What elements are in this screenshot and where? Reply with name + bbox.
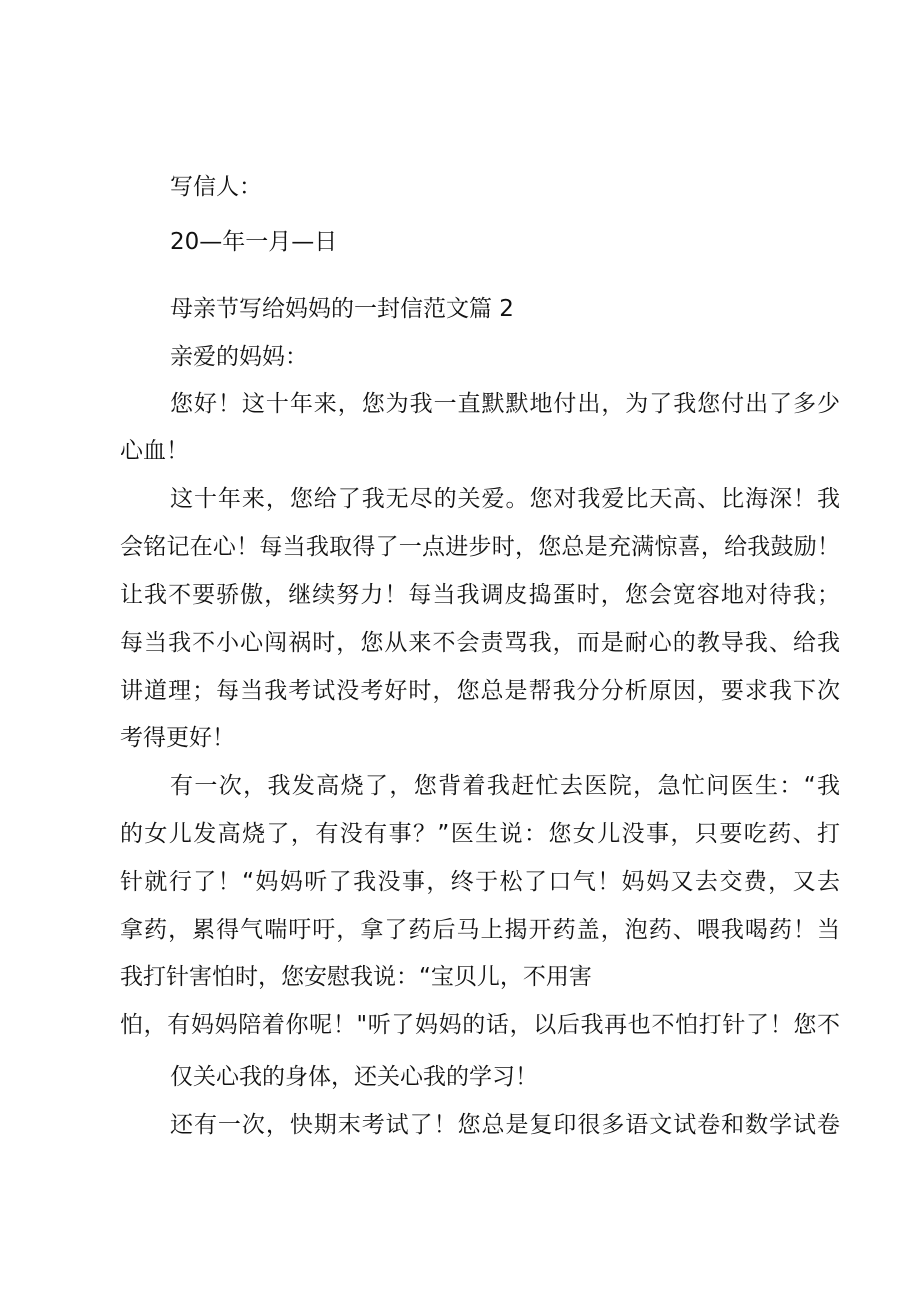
body-line: 考得更好！ bbox=[120, 725, 235, 751]
body-line: 会铭记在心！每当我取得了一点进步时，您总是充满惊喜，给我鼓励！ bbox=[120, 534, 840, 560]
body-line: 我打针害怕时，您安慰我说：“宝贝儿，不用害 bbox=[120, 964, 592, 990]
body-line: 每当我不小心闯祸时，您从来不会责骂我，而是耐心的教导我、给我 bbox=[120, 630, 840, 656]
body-line: 这十年来，您给了我无尽的关爱。您对我爱比天高、比海深！我 bbox=[170, 486, 840, 512]
signature-label: 写信人： bbox=[170, 174, 262, 200]
body-line: 的女儿发高烧了，有没有事？”医生说：您女儿没事，只要吃药、打 bbox=[120, 821, 840, 847]
date-line: 20—年一月—日 bbox=[170, 229, 338, 255]
section-title: 母亲节写给妈妈的一封信范文篇 2 bbox=[170, 296, 514, 322]
body-line: 针就行了！“妈妈听了我没事，终于松了口气！妈妈又去交费，又去 bbox=[120, 869, 840, 895]
body-line: 心血！ bbox=[120, 438, 189, 464]
salutation: 亲爱的妈妈： bbox=[170, 344, 308, 370]
body-line: 讲道理；每当我考试没考好时，您总是帮我分分析原因，要求我下次 bbox=[120, 678, 840, 704]
body-line: 您好！这十年来，您为我一直默默地付出，为了我您付出了多少 bbox=[170, 391, 840, 417]
body-line: 仅关心我的身体，还关心我的学习！ bbox=[170, 1064, 538, 1090]
body-line: 让我不要骄傲，继续努力！每当我调皮捣蛋时，您会宽容地对待我； bbox=[120, 582, 840, 608]
body-line: 还有一次，快期末考试了！您总是复印很多语文试卷和数学试卷 bbox=[170, 1112, 840, 1138]
body-line: 有一次，我发高烧了，您背着我赶忙去医院，急忙问医生：“我 bbox=[170, 773, 840, 799]
body-line: 怕，有妈妈陪着你呢！"听了妈妈的话，以后我再也不怕打针了！您不 bbox=[120, 1012, 840, 1038]
body-line: 拿药，累得气喘吁吁，拿了药后马上揭开药盖，泡药、喂我喝药！当 bbox=[120, 917, 840, 943]
